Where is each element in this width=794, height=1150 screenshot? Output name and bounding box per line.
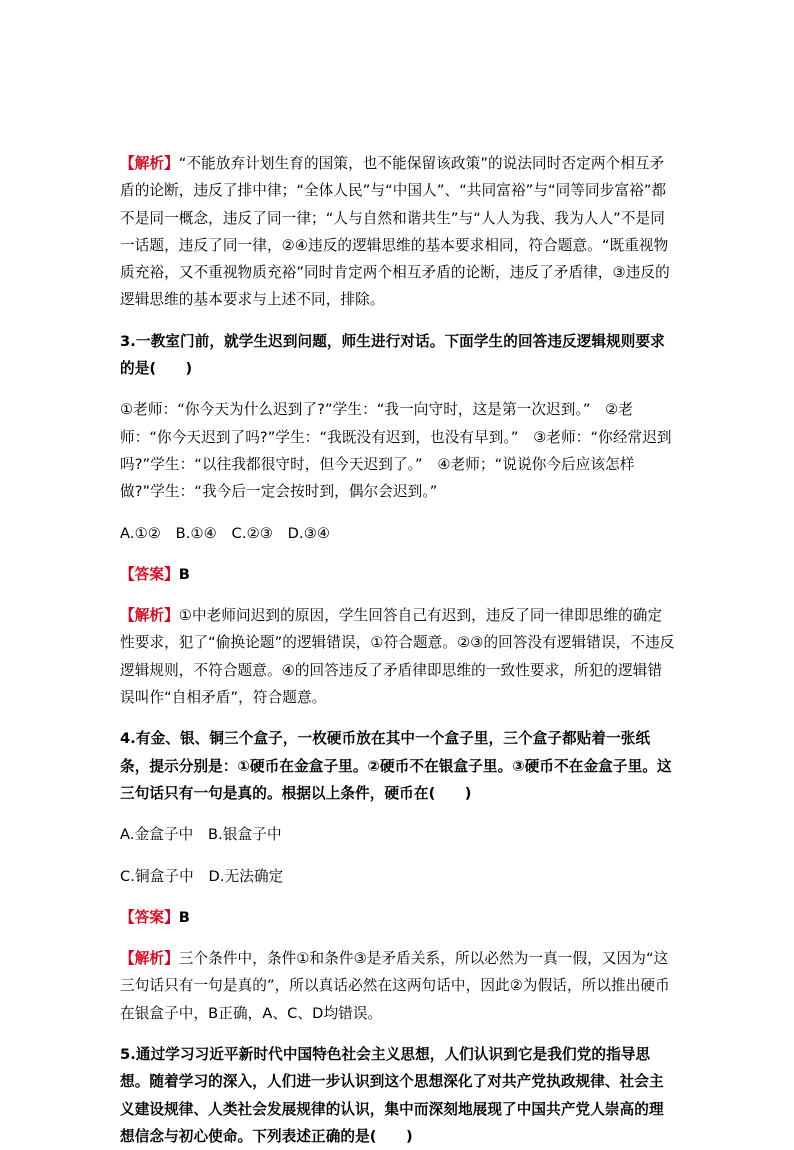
question-3-options: A.①② B.①④ C.②③ D.③④ [120,524,331,542]
document-body [120,150,675,1150]
analysis-text: 三个条件中，条件①和条件③是矛盾关系，所以必然为一真一假，又因为“这三句话只有一句是真的”，所以真话必然在这两句话中，因此②为假话，所以推出硬币在银盒子中，B正确，A、C、D均错误。 [120,950,670,1022]
question-5-stem: 5.通过学习习近平新时代中国特色社会主义思想，人们认识到它是我们党的指导思想。随着学习的深入，人们进一步认识到这个思想深化了对共产党执政规律、社会主义建设规律、人类社会发展规律的认识，集中而深刻地展现了中国共产党人崇高的理想信念与初心使命。下列表述正确的是( ) [120,1046,664,1145]
question-3-items: ①老师：“你今天为什么迟到了?”学生：“我一向守时，这是第一次迟到。” ②老师：“你今天迟到了吗?”学生：“我既没有迟到，也没有早到。” ③老师：“你经常迟到吗?”学生：“以往我都很守时，但今天迟到了。” ④老师；“说说你今后应该怎样做?”学生：“我今后一定会按时到，偶尔会迟到。” [120,401,672,501]
question-4-options-row-1: A.金盒子中 B.银盒子中 [120,826,282,844]
analysis-paragraph-q3 [120,602,675,711]
analysis-label: 【解析】 [120,607,179,625]
answer-value: B [178,565,191,583]
question-4-stem: 4.有金、银、铜三个盒子，一枚硬币放在其中一个盒子里，三个盒子都贴着一张纸条，提示分别是：①硬币在金盒子里。②硬币不在银盒子里。③硬币不在金盒子里。这三句话只有一句是真的。根据以上条件，硬币在( ) [120,730,672,802]
analysis-text: “不能放弃计划生育的国策，也不能保留该政策”的说法同时否定两个相互矛盾的论断，违反了排中律；“全体人民”与“中国人”、“共同富裕”与“同等同步富裕”都不是同一概念，违反了同一律；“人与自然和谐共生”与“人人为我、我为人人”不是同一话题，违反了同一律，②④违反的逻辑思维的基本要求相同，符合题意。“既重视物质充裕，又不重视物质充裕”同时肯定两个相互矛盾的论断，违反了矛盾律，③违反的逻辑思维的基本要求与上述不同，排除。 [120,155,670,309]
answer-paragraph-q4 [120,904,675,931]
question-4-options-row-2: C.铜盒子中 D.无法确定 [120,867,284,885]
analysis-paragraph-q4 [120,945,675,1027]
analysis-label: 【解析】 [120,950,179,968]
analysis-label: 【解析】 [120,155,179,172]
analysis-text: ①中老师问迟到的原因，学生回答自己有迟到，违反了同一律即思维的确定性要求，犯了“偷换论题”的逻辑错误，①符合题意。②③的回答没有逻辑错误，不违反逻辑规则，不符合题意。④的回答违反了矛盾律即思维的一致性要求，所犯的逻辑错误叫作“自相矛盾”，符合题意。 [120,607,675,707]
analysis-paragraph-q2 [120,150,675,314]
answer-label: 【答案】 [120,565,179,583]
answer-value: B [178,908,191,926]
question-3-stem: 3.一教室门前，就学生迟到问题，师生进行对话。下面学生的回答违反逻辑规则要求的是( ) [120,332,665,378]
answer-paragraph-q3 [120,561,675,588]
answer-label: 【答案】 [120,908,179,926]
